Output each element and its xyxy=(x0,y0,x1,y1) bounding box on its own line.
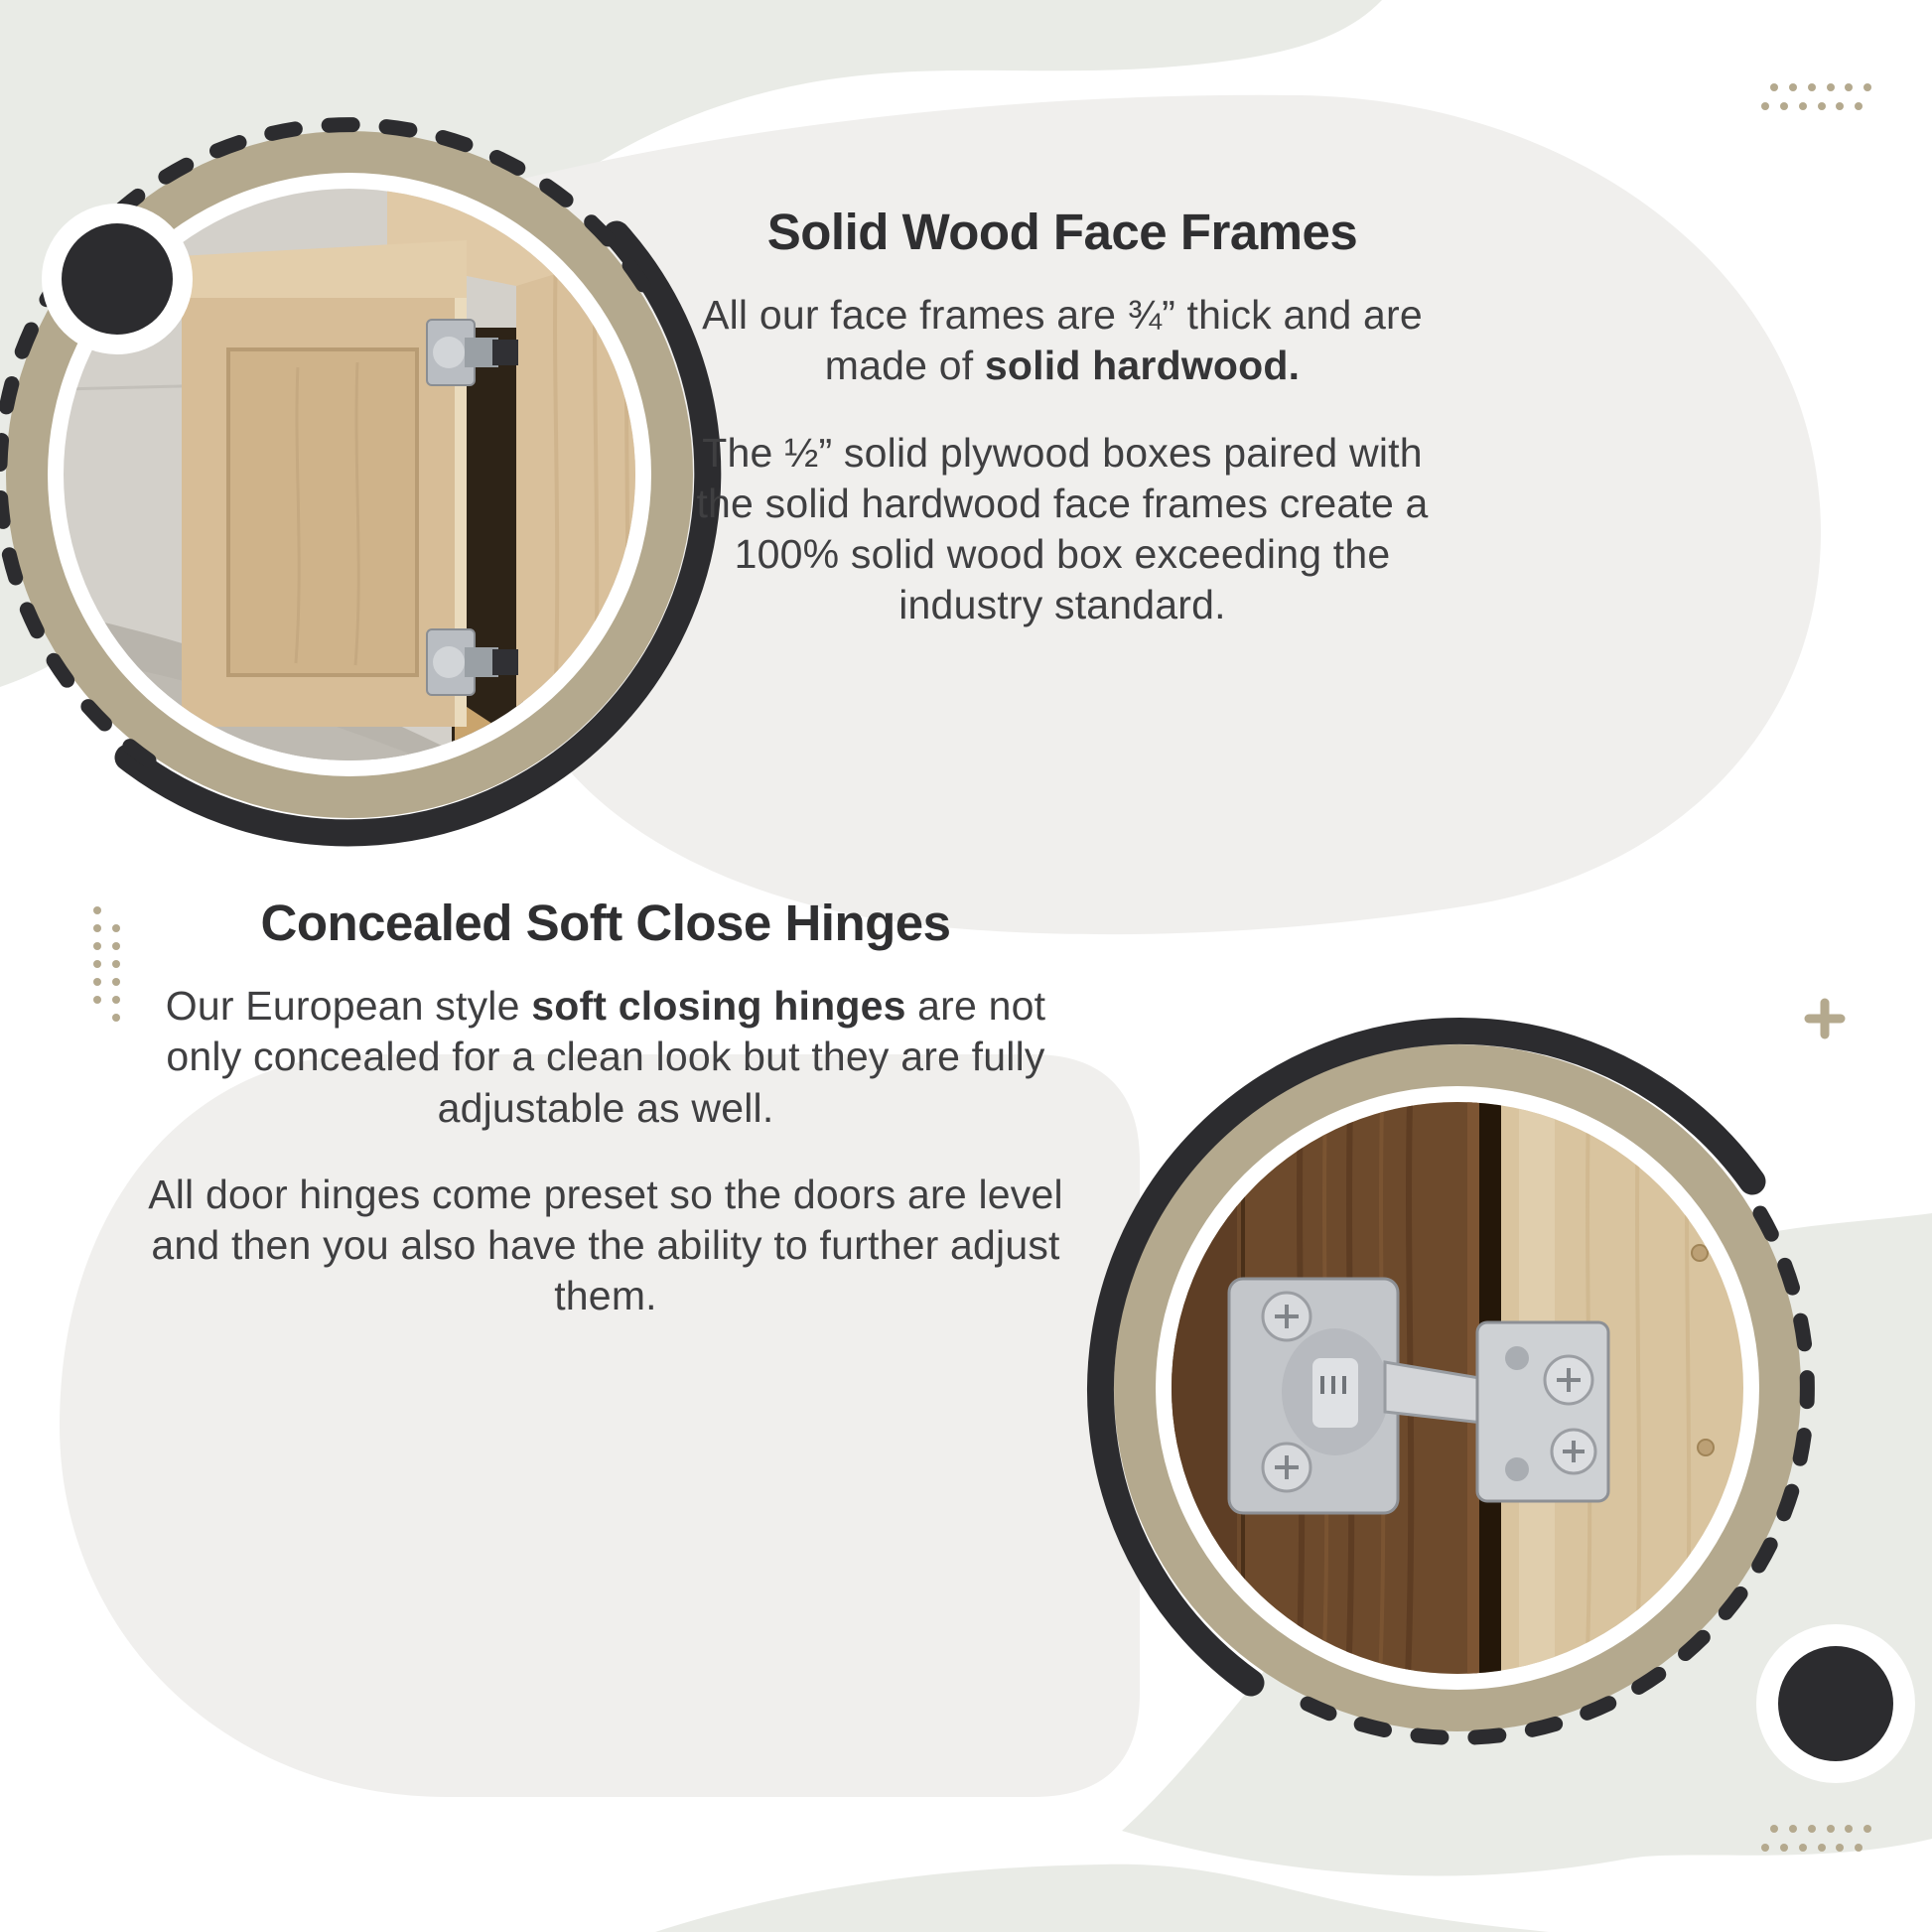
accent-dot-badge xyxy=(1756,1624,1915,1783)
feature-block-hinges xyxy=(147,896,1064,1358)
feature-title: Solid Wood Face Frames xyxy=(766,204,1358,260)
top-photo-circle xyxy=(0,125,708,833)
feature-paragraph-1: All our face frames are ¾” thick and are made of solid hardwood. xyxy=(702,292,1423,389)
dots-grid-icon-top-right xyxy=(1761,83,1871,110)
feature-paragraph-1: Our European style soft closing hinges are not only concealed for a clean look but they are fully adjustable as well. xyxy=(165,983,1046,1131)
feature-title: Concealed Soft Close Hinges xyxy=(260,895,951,951)
feature-block-face-frames xyxy=(693,205,1432,667)
accent-dot-badge xyxy=(42,204,193,354)
bottom-photo-circle xyxy=(1100,1031,1915,1783)
feature-paragraph-2: The ½” solid plywood boxes paired with the solid hardwood face frames create a 100% solid wood box exceeding the industry standard. xyxy=(696,429,1429,628)
dots-columns-icon-mid-left xyxy=(93,906,120,1022)
plus-icon xyxy=(1809,1003,1841,1035)
feature-paragraph-2: All door hinges come preset so the doors are level and then you also have the ability to further adjust them. xyxy=(148,1171,1063,1319)
